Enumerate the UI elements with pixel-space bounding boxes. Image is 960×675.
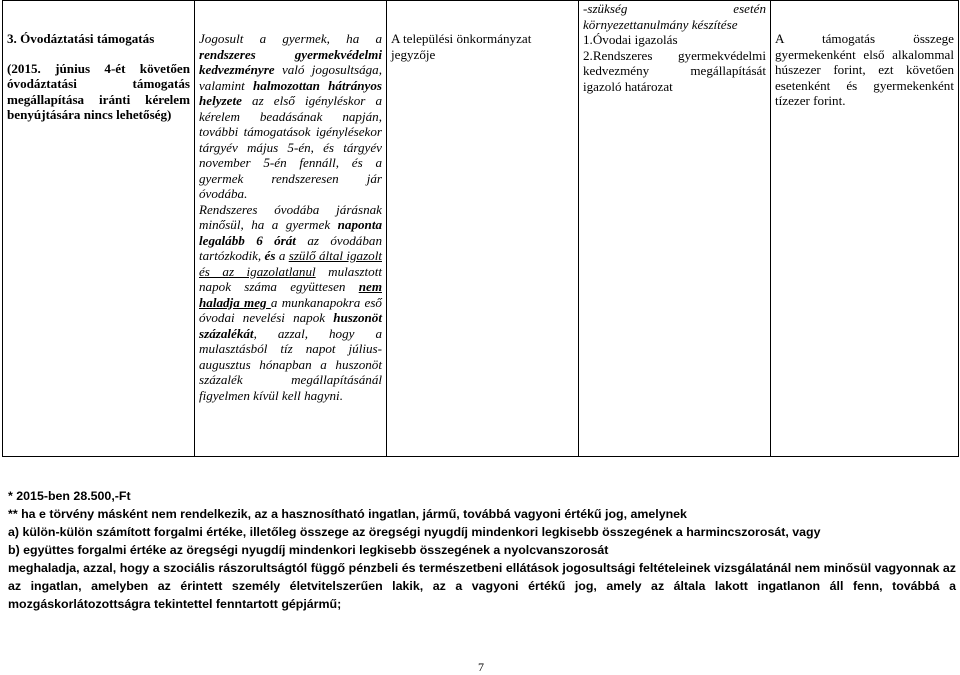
text-run-bold: naponta legalább 6 órát	[199, 217, 382, 248]
footnotes	[8, 487, 956, 613]
text-run: való jogosultsága, valamint	[199, 62, 382, 93]
documents-top-note: -szükség esetén környezettanulmány készítése	[583, 1, 766, 32]
benefit-name-cell	[3, 1, 195, 457]
text-run-bold-underline: nem haladja meg	[199, 279, 382, 310]
text-run-bold: halmozottan hátrányos helyzete	[199, 77, 382, 108]
benefit-note: (2015. június 4-ét követően óvodáztatási támogatás megállapítása iránti kérelem benyújtására nincs lehetőség)	[7, 60, 190, 122]
footnote-2-continuation: meghaladja, azzal, hogy a szociális rászorultságtól függő pénzbeli és természetbeni ellátások jogosultsági feltételeinek vizsgálatánál nem minősül vagyonnak az az ingatlan, amelyben az érintett személy életvitelszerűen lakik, az a vagyoni értékű jog, amely az általa lakott ingatlanon áll fenn, továbbá a mozgáskorlátozottságra tekintettel fenntartott gépjármű;	[8, 561, 956, 611]
documents-cell	[579, 1, 771, 457]
footnote-2a: a) külön-külön számított forgalmi értéke, illetőleg összege az öregségi nyugdíj mindenkori legkisebb összegének a harmincszorosát, vagy	[8, 525, 821, 539]
text-run: , azzal, hogy a mulasztásból tíz napot július-augusztus hónapban a huszonöt százalék megállapításánál figyelmen kívül kell hagyni.	[199, 325, 382, 403]
eligibility-cell	[195, 1, 387, 457]
text-run: Jogosult a gyermek, ha a	[199, 31, 382, 46]
documents-item-2: 2.Rendszeres gyermekvédelmi kedvezmény megállapítását igazoló határozat	[583, 47, 766, 94]
text-run: mulasztott napok száma együttesen	[199, 263, 382, 294]
page-number: 7	[478, 660, 484, 674]
text-run: a munkanapokra eső óvodai nevelési napok	[199, 294, 382, 325]
amount-text: A támogatás összege gyermekenként első alkalommal húszezer forint, ezt követően esetenként és gyermekenként tízezer forint.	[775, 31, 954, 108]
text-run: Rendszeres óvodába járásnak minősül, ha a gyermek	[199, 201, 382, 232]
documents-item-1: 1.Óvodai igazolás	[583, 32, 678, 47]
text-run-underline: szülő által igazolt és az igazolatlanul	[199, 248, 382, 279]
text-run-bold: rendszeres gyermekvédelmi kedvezményre	[199, 46, 382, 77]
text-run: a	[275, 248, 289, 263]
text-run-bold: huszonöt százalékát	[199, 310, 382, 341]
benefit-title: 3. Óvodáztatási támogatás	[7, 31, 155, 46]
table-row	[3, 1, 959, 457]
footnote-2b: b) együttes forgalmi értéke az öregségi nyugdíj mindenkori legkisebb összegének a nyolcvanszorosát	[8, 543, 609, 557]
footnote-1: * 2015-ben 28.500,-Ft	[8, 489, 131, 503]
eligibility-paragraph-2	[199, 202, 382, 404]
text-run: az első igényléskor a kérelem beadásának napján, további támogatások igénylésekor tárgyév május 5-én, és tárgyév november 5-én fennáll, és a gyermek rendszeresen jár óvodába.	[199, 93, 382, 201]
text-run-bold: és	[264, 248, 276, 263]
authority-text: A települési önkormányzat jegyzője	[391, 31, 532, 62]
benefits-table	[2, 0, 959, 457]
footnote-2: ** ha e törvény másként nem rendelkezik, az a hasznosítható ingatlan, jármű, továbbá vagyoni értékű jog, amelynek	[8, 507, 687, 521]
text-run: az óvodában tartózkodik,	[199, 232, 382, 263]
amount-cell	[771, 1, 959, 457]
eligibility-paragraph-1	[199, 31, 382, 202]
authority-cell	[387, 1, 579, 457]
